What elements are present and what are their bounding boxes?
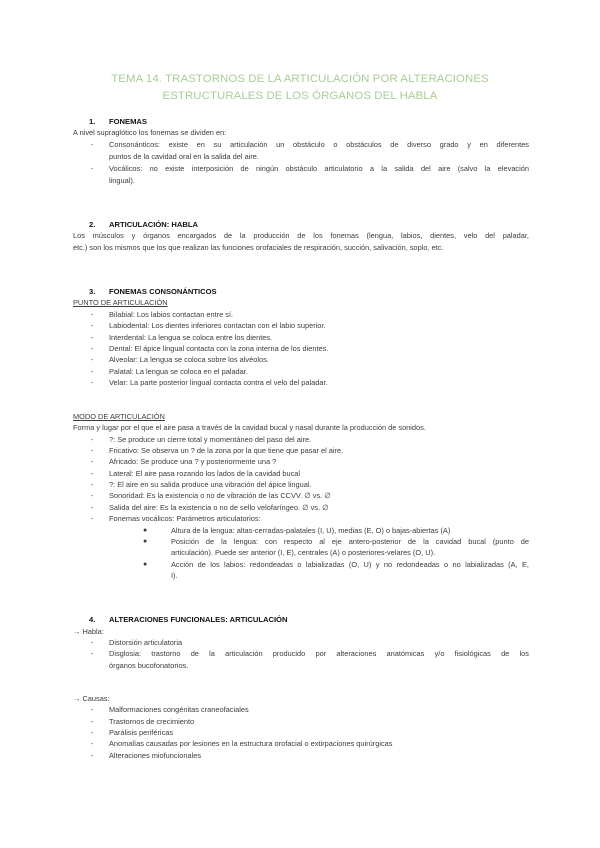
dash-marker: -: [91, 491, 94, 500]
dash-marker: -: [91, 638, 94, 647]
bullet-item-text: I).: [171, 571, 178, 580]
arrow-label: → Causas:: [73, 694, 110, 703]
section-number: 2.: [89, 220, 96, 229]
dash-marker: -: [91, 739, 94, 748]
list-item-text: puntos de la cavidad oral en la salida del aire.: [109, 152, 259, 161]
list-item-text: Interdental: La lengua se coloca entre los dientes.: [109, 333, 273, 342]
bullet-item-text: Altura de la lengua: altas-cerradas-palatales (I, U), medias (E, O) o bajas-abiertas (A): [171, 526, 451, 535]
dash-marker: -: [91, 435, 94, 444]
dash-marker: -: [91, 457, 94, 466]
list-item-text: Malformaciones congénitas craneofaciales: [109, 705, 249, 714]
dash-marker: -: [91, 705, 94, 714]
list-item-text: Distorsión articulatoria: [109, 638, 183, 647]
paragraph: Forma y lugar por el que el aire pasa a través de la cavidad bucal y nasal durante la producción de sonidos.: [73, 423, 426, 432]
bullet-item-text: Acción de los labios: redondeadas o labializadas (O, U) y no redondeadas o no labializadas (A, E,: [171, 560, 529, 569]
dash-marker: -: [91, 344, 94, 353]
title-line-2: ESTRUCTURALES DE LOS ÓRGANOS DEL HABLA: [162, 90, 438, 102]
list-item-text: Labiodental: Los dientes inferiores contactan con el labio superior.: [109, 321, 326, 330]
dash-marker: -: [91, 717, 94, 726]
list-item-text: Salida del aire: Es la existencia o no de sello velofaríngeo. ∅ vs. ∅: [109, 503, 329, 512]
section-title: ARTICULACIÓN: HABLA: [109, 220, 199, 229]
list-item-text: Lateral: El aire pasa rozando los lados de la cavidad bucal: [109, 469, 301, 478]
list-item-text: Palatal: La lengua se coloca en el paladar.: [109, 367, 248, 376]
section-number: 4.: [89, 615, 96, 624]
list-item-text: Consonánticos: existe en su articulación un obstáculo o obstáculos de diverso grado y en diferentes: [109, 140, 529, 149]
list-item-text: ?: El aire en su salida produce una vibración del ápice lingual.: [109, 480, 312, 489]
list-item-text: lingual).: [109, 176, 135, 185]
dash-marker: -: [91, 321, 94, 330]
section-number: 3.: [89, 287, 96, 296]
section-number: 1.: [89, 117, 96, 126]
dash-marker: -: [91, 333, 94, 342]
dash-marker: -: [91, 480, 94, 489]
list-item-text: Anomalías causadas por lesiones en la estructura orofacial o extirpaciones quirúrgicas: [109, 739, 393, 748]
list-item-text: Alteraciones miofuncionales: [109, 751, 202, 760]
bullet-item-text: Posición de la lengua: con respecto al eje antero-posterior de la cavidad bucal (punto de: [171, 537, 529, 546]
dash-marker: -: [91, 649, 94, 658]
bullet-marker: ●: [143, 538, 148, 545]
dash-marker: -: [91, 728, 94, 737]
arrow-label: → Habla:: [73, 627, 104, 636]
subsection-title: MODO DE ARTICULACIÓN: [73, 412, 165, 421]
dash-marker: -: [91, 751, 94, 760]
dash-marker: -: [91, 164, 94, 173]
subsection-title: PUNTO DE ARTICULACIÓN: [73, 298, 168, 307]
dash-marker: -: [91, 469, 94, 478]
list-item-text: Fricativo: Se observa un ? de la zona por la que tiene que pasar el aire.: [109, 446, 344, 455]
paragraph-line: Los músculos y órganos encargados de la producción de los fonemas (lengua, labios, dientes, velo del paladar,: [73, 231, 529, 240]
list-item-text: Sonoridad: Es la existencia o no de vibración de las CCVV. ∅ vs. ∅: [109, 491, 331, 500]
section-title: FONEMAS CONSONÁNTICOS: [109, 287, 217, 296]
bullet-marker: ●: [143, 561, 148, 568]
list-item-text: Africado: Se produce una ? y posteriormente una ?: [109, 457, 277, 466]
bullet-item-text: articulación). Puede ser anterior (I, E), centrales (A) o posteriores-velares (O, U).: [171, 548, 436, 557]
dash-marker: -: [91, 367, 94, 376]
list-item-text: Dental: El ápice lingual contacta con la zona interna de los dientes.: [109, 344, 329, 353]
list-item-text: Velar: La parte posterior lingual contacta contra el velo del paladar.: [109, 378, 328, 387]
paragraph-line: etc.) son los mismos que los que realizan las funciones orofaciales de respiración, succión, salivación, soplo, etc.: [73, 243, 444, 252]
list-item-text: ?: Se produce un cierre total y momentáneo del paso del aire.: [109, 435, 312, 444]
list-item-text: Disglosia: trastorno de la articulación producido por alteraciones anatómicas y/o fisiológicas de los: [109, 649, 529, 658]
list-item-text: Trastornos de crecimiento: [109, 717, 195, 726]
title-line-1: TEMA 14. TRASTORNOS DE LA ARTICULACIÓN POR ALTERACIONES: [111, 73, 489, 85]
list-item-text: Vocálicos: no existe interposición de ningún obstáculo articulatorio a la salida del aire (salvo la elevación: [109, 164, 529, 173]
dash-marker: -: [91, 355, 94, 364]
list-item-text: Fonemas vocálicos: Parámetros articulatorios:: [109, 514, 261, 523]
bullet-marker: ●: [143, 527, 148, 534]
dash-marker: -: [91, 446, 94, 455]
dash-marker: -: [91, 378, 94, 387]
section-title: ALTERACIONES FUNCIONALES: ARTICULACIÓN: [109, 615, 288, 624]
document-title: [60, 71, 540, 105]
dash-marker: -: [91, 140, 94, 149]
dash-marker: -: [91, 503, 94, 512]
list-item-text: Parálisis periféricas: [109, 728, 174, 737]
list-item-text: Alveolar: La lengua se coloca sobre los alvéolos.: [109, 355, 269, 364]
dash-marker: -: [91, 310, 94, 319]
list-item-text: órganos bucofonatorios.: [109, 661, 189, 670]
dash-marker: -: [91, 514, 94, 523]
paragraph: A nivel supraglótico los fonemas se dividen en:: [73, 128, 227, 137]
list-item-text: Bilabial: Los labios contactan entre sí.: [109, 310, 234, 319]
section-title: FONEMAS: [109, 117, 147, 126]
